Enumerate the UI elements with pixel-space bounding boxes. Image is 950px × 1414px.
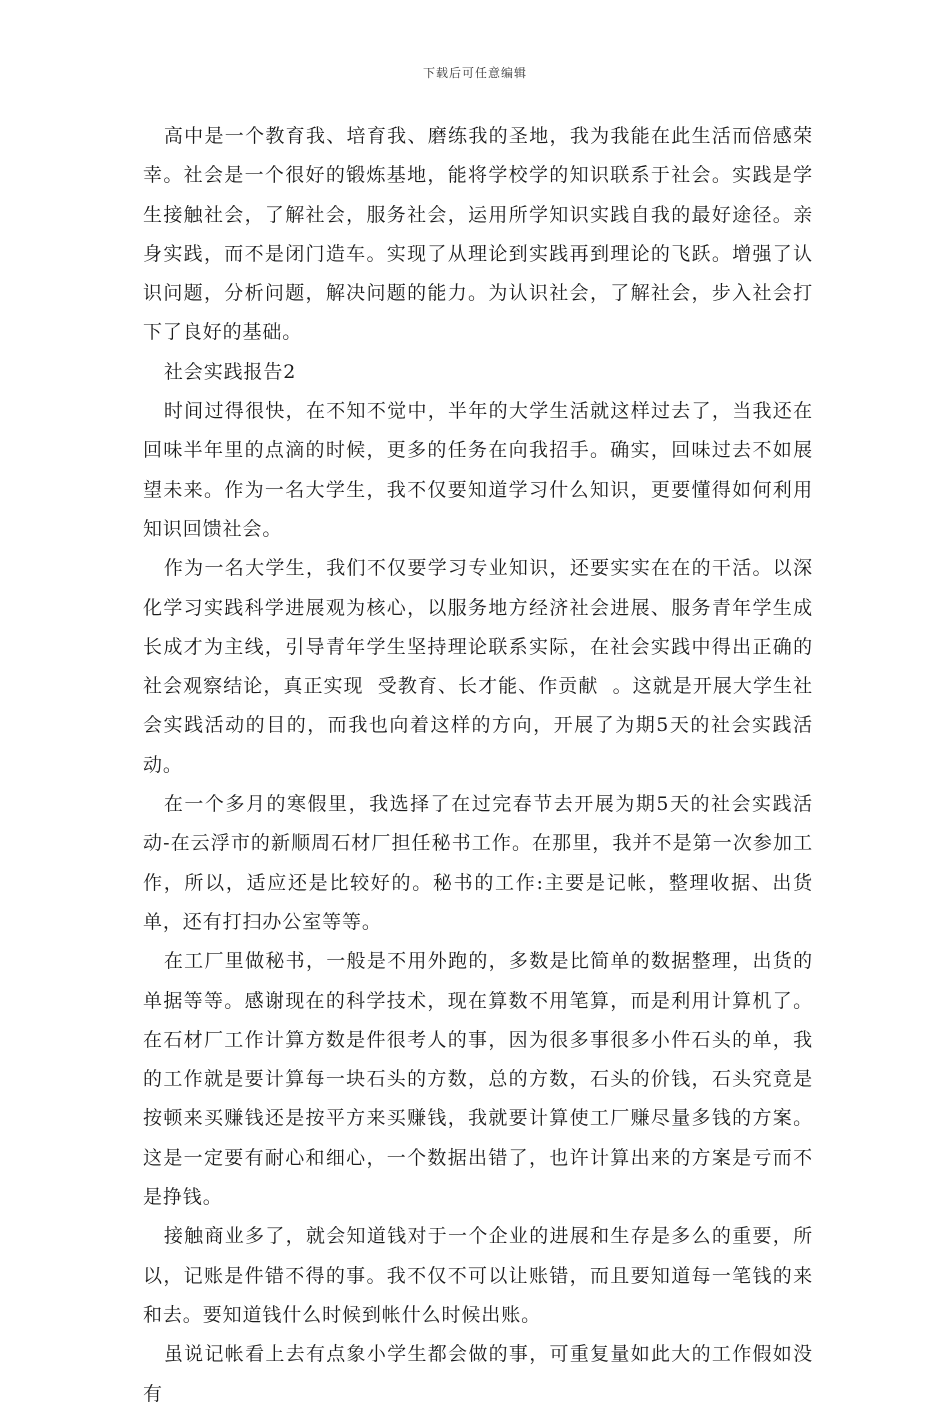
document-body — [143, 117, 813, 1414]
paragraph: 在一个多月的寒假里，我选择了在过完春节去开展为期5天的社会实践活动-在云浮市的新顺周石材厂担任秘书工作。在那里，我并不是第一次参加工作，所以，适应还是比较好的。秘书的工作:主要是记帐，整理收据、出货单，还有打扫办公室等等。 — [143, 793, 813, 933]
paragraph: 虽说记帐看上去有点象小学生都会做的事，可重复量如此大的工作假如没有 — [143, 1343, 813, 1405]
paragraph: 接触商业多了，就会知道钱对于一个企业的进展和生存是多么的重要，所以，记账是件错不得的事。我不仅不可以让账错，而且要知道每一笔钱的来和去。要知道钱什么时候到帐什么时候出账。 — [143, 1225, 813, 1326]
paragraph: 时间过得很快，在不知不觉中，半年的大学生活就这样过去了，当我还在回味半年里的点滴的时候，更多的任务在向我招手。确实，回味过去不如展望未来。作为一名大学生，我不仅要知道学习什么知识，更要懂得如何利用知识回馈社会。 — [143, 400, 813, 540]
paragraph: 高中是一个教育我、培育我、磨练我的圣地，我为我能在此生活而倍感荣幸。社会是一个很好的锻炼基地，能将学校学的知识联系于社会。实践是学生接触社会，了解社会，服务社会，运用所学知识实践自我的最好途径。亲身实践，而不是闭门造车。实现了从理论到实践再到理论的飞跃。增强了认识问题，分析问题，解决问题的能力。为认识社会，了解社会，步入社会打下了良好的基础。 — [143, 125, 813, 344]
paragraph: 作为一名大学生，我们不仅要学习专业知识，还要实实在在的干活。以深化学习实践科学进展观为核心，以服务地方经济社会进展、服务青年学生成长成才为主线，引导青年学生坚持理论联系实际，在社会实践中得出正确的社会观察结论，真正实现 受教育、长才能、作贡献 。这就是开展大学生社会实践活动的目的，而我也向着这样的方向，开展了为期5天的社会实践活动。 — [143, 557, 813, 776]
paragraph: 在工厂里做秘书，一般是不用外跑的，多数是比简单的数据整理，出货的单据等等。感谢现在的科学技术，现在算数不用笔算，而是利用计算机了。在石材厂工作计算方数是件很考人的事，因为很多事很多小件石头的单，我的工作就是要计算每一块石头的方数，总的方数，石头的价钱，石头究竟是按顿来买赚钱还是按平方来买赚钱，我就要计算使工厂赚尽量多钱的方案。这是一定要有耐心和细心，一个数据出错了，也许计算出来的方案是亏而不是挣钱。 — [143, 950, 813, 1209]
section-heading: 社会实践报告2 — [163, 360, 297, 383]
page-header-note: 下载后可任意编辑 — [422, 66, 527, 80]
